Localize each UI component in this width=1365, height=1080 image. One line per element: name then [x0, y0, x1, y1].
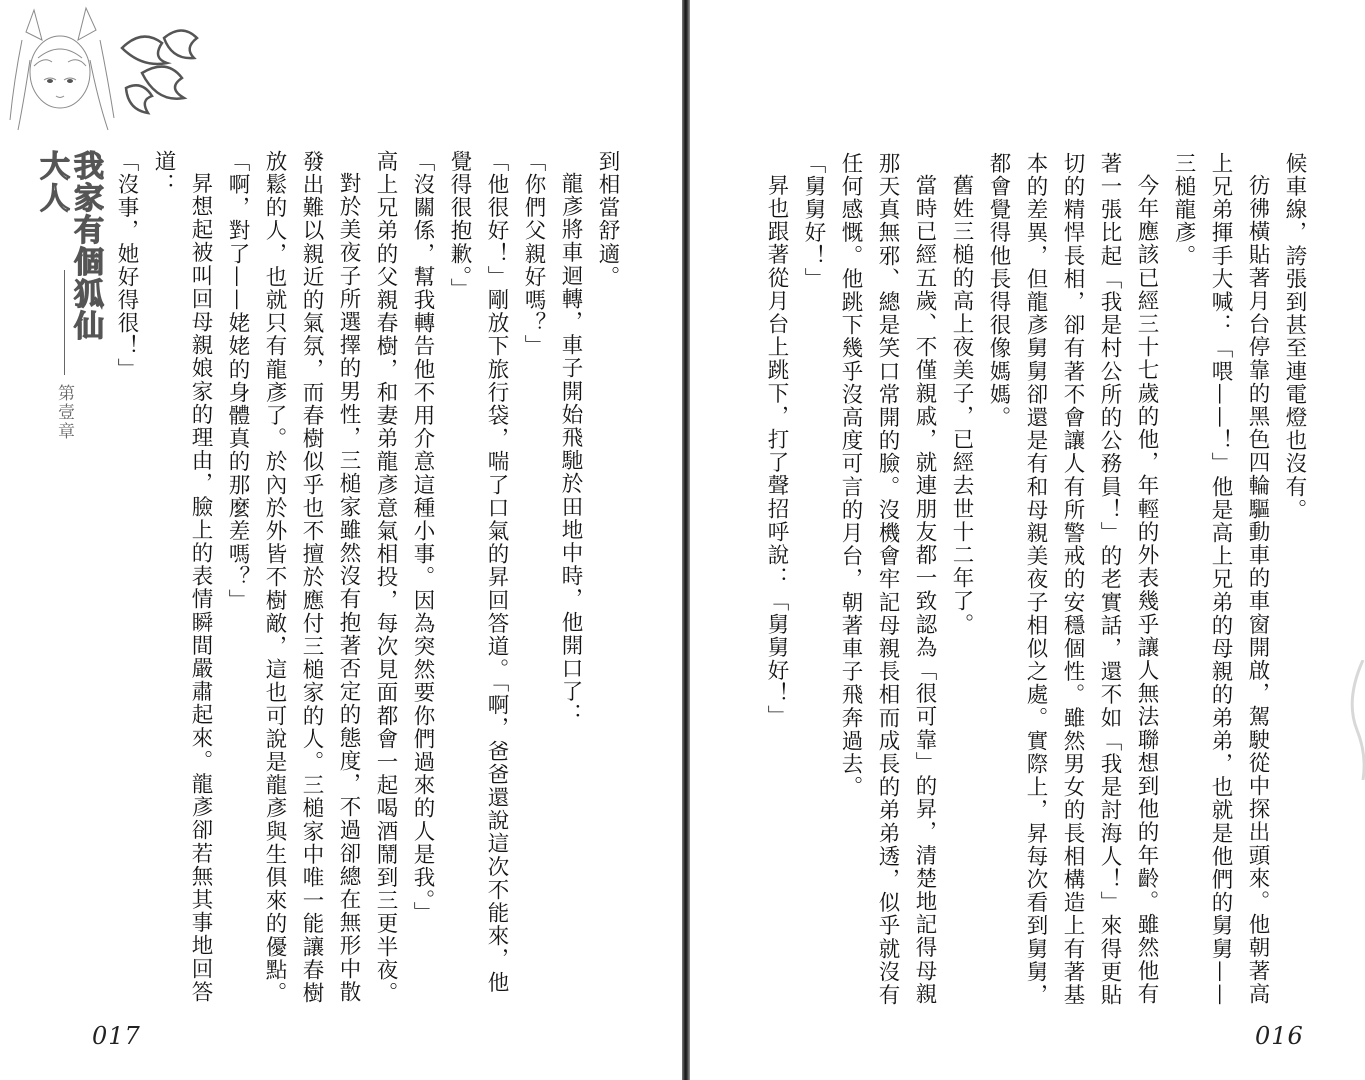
paragraph: 舊姓三槌的高上夜美子，已經去世十二年了。 — [949, 173, 974, 636]
paragraph: 「沒事，她好得很！」 — [114, 150, 139, 381]
paragraph — [106, 150, 108, 1010]
paragraph: 「他很好！」剛放下旅行袋，喘了口氣的昇回答道。「啊，爸爸還說這次不能來，他覺得很抱歉。」 — [447, 150, 509, 994]
paragraph: 昇想起被叫回母親娘家的理由，臉上的表情瞬間嚴肅起來。龍彥卻若無其事地回答道： — [151, 150, 213, 1004]
right-page-body — [753, 152, 1313, 1012]
paragraph: 龍彥將車迴轉，車子開始飛馳於田地中時，他開口了： — [558, 171, 583, 726]
scan-artifact — [1337, 660, 1365, 780]
paragraph: 「沒關係，幫我轉告他不用介意這種小事。因為突然要你們過來的人是我。」 — [410, 150, 435, 925]
book-gutter — [682, 0, 690, 1080]
paragraph: 彷彿橫貼著月台停靠的黑色四輪驅動車的車窗開啟，駕駛從中探出頭來。他朝著高上兄弟揮手大喊：「喂——！」他是高上兄弟的母親的弟弟，也就是他們的舅舅——三槌龍彥。 — [1171, 152, 1270, 1007]
paragraph: 「舅舅好！」 — [801, 152, 826, 291]
paragraph: 「你們父親好嗎？」 — [521, 150, 546, 358]
paragraph: 候車線，誇張到甚至連電燈也沒有。 — [1282, 152, 1307, 522]
page-number: 017 — [92, 1022, 141, 1050]
paragraph: 昇也跟著從月台上跳下，打了聲招呼說：「舅舅好！」 — [764, 173, 789, 728]
left-page-body — [106, 150, 626, 1010]
paragraph: 高上兄弟的父親春樹，和妻弟龍彥意氣相投，每次見面都會一起喝酒鬧到三更半夜。 — [373, 150, 398, 1005]
left-page — [0, 0, 682, 1080]
paragraph: 到相當舒適。 — [595, 150, 620, 289]
header-divider — [64, 270, 65, 375]
book-title: 我家有個狐仙大人 — [34, 150, 103, 342]
flame-ornament — [112, 18, 212, 128]
paragraph: 對於美夜子所選擇的男性，三槌家雖然沒有抱著否定的態度，不過卻總在無形中散發出難以親近的氣氛，而春樹似乎也不擅於應付三槌家的人。三槌家中唯一能讓春樹放鬆的人，也就只有龍彥了。於內於外皆不樹敵，這也可說是龍彥與生俱來的優點。 — [262, 150, 361, 1005]
right-page — [690, 0, 1365, 1080]
fox-girl-illustration — [4, 0, 116, 135]
chapter-label: 第壹章 — [54, 384, 74, 441]
paragraph: 「啊，對了——姥姥的身體真的那麼差嗎？」 — [225, 150, 250, 612]
paragraph: 今年應該已經三十七歲的他，年輕的外表幾乎讓人無法聯想到他的年齡。雖然他有著一張比起「我是村公所的公務員！」的老實話，還不如「我是討海人！」來得更貼切的精悍長相，卻有著不會讓人有所警戒的安穩個性。雖然男女的長相構造上有著基本的差異，但龍彥舅舅卻還是有和母親美夜子相似之處。實際上，昇每次看到舅舅，都會覺得他長得很像媽媽。 — [986, 152, 1159, 1007]
running-header — [4, 0, 119, 860]
page-number: 016 — [1255, 1022, 1304, 1050]
paragraph: 當時已經五歲、不僅親戚，就連朋友都一致認為「很可靠」的昇，清楚地記得母親那天真無邪、總是笑口常開的臉。沒機會牢記母親長相而成長的弟弟透，似乎就沒有任何感慨。他跳下幾乎沒高度可言的月台，朝著車子飛奔過去。 — [838, 152, 937, 1007]
